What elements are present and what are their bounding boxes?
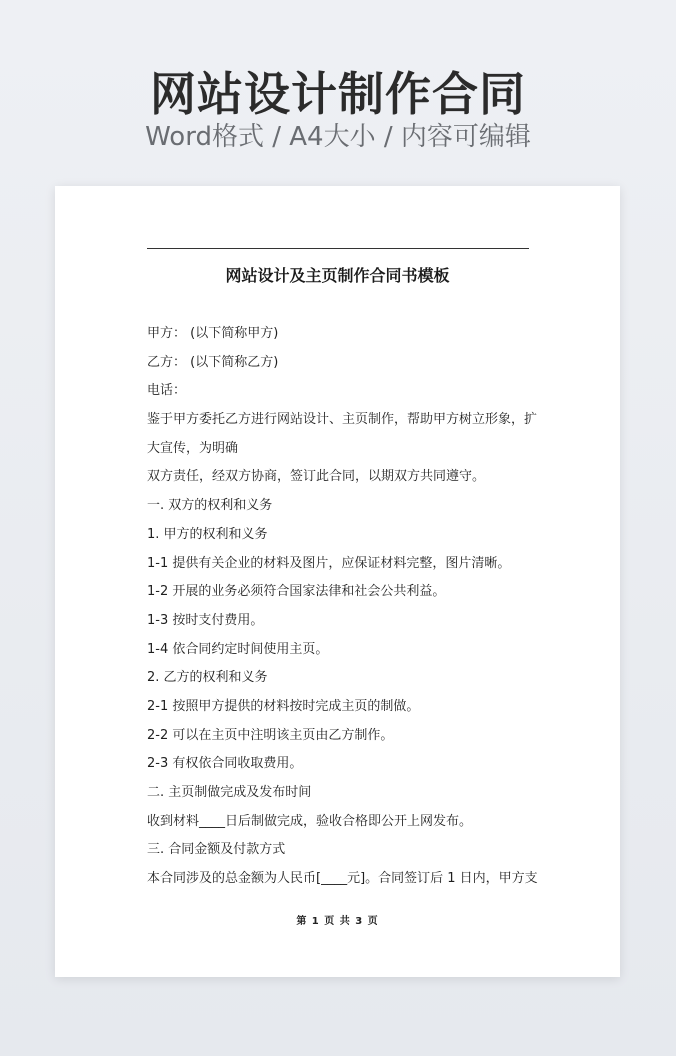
body-line: 双方责任，经双方协商，签订此合同，以期双方共同遵守。	[147, 469, 486, 485]
document-body	[147, 320, 537, 894]
clause-line: 1-3 按时支付费用。	[147, 612, 264, 628]
party-b-line: 乙方： (以下简称乙方)	[147, 354, 279, 370]
body-line: 大宣传，为明确	[147, 440, 239, 456]
document-title: 网站设计及主页制作合同书模板	[225, 266, 450, 285]
clause-line: 2-2 可以在主页中注明该主页由乙方制作。	[147, 727, 394, 743]
party-a-line: 甲方： (以下简称甲方)	[147, 326, 279, 341]
body-line: 收到材料____日后制做完成，验收合格即公开上网发布。	[147, 813, 473, 829]
clause-line: 1-2 开展的业务必须符合国家法律和社会公共利益。	[147, 584, 446, 600]
clause-line: 2-3 有权依合同收取费用。	[147, 756, 303, 772]
section-heading: 三. 合同金额及付款方式	[147, 842, 286, 858]
section-heading: 一. 双方的权利和义务	[147, 498, 273, 514]
clause-line: 2-1 按照甲方提供的材料按时完成主页的制做。	[147, 698, 420, 714]
banner-title: 网站设计制作合同	[150, 67, 526, 121]
banner-subtitle: Word格式 / A4大小 / 内容可编辑	[145, 122, 531, 152]
clause-line: 1-4 依合同约定时间使用主页。	[147, 641, 329, 657]
subsection-heading: 1. 甲方的权利和义务	[147, 526, 268, 542]
header-rule	[147, 248, 529, 249]
body-line: 鉴于甲方委托乙方进行网站设计、主页制作，帮助甲方树立形象，扩	[147, 412, 538, 428]
body-line: 本合同涉及的总金额为人民币[____元]。合同签订后 1 日内，甲方支	[147, 871, 538, 887]
subsection-heading: 2. 乙方的权利和义务	[147, 670, 268, 686]
section-heading: 二. 主页制做完成及发布时间	[147, 785, 312, 800]
phone-line: 电话：	[147, 383, 187, 399]
document-page	[55, 186, 620, 977]
page-number: 第 1 页 共 3 页	[296, 916, 379, 927]
clause-line: 1-1 提供有关企业的材料及图片，应保证材料完整，图片清晰。	[147, 555, 511, 571]
